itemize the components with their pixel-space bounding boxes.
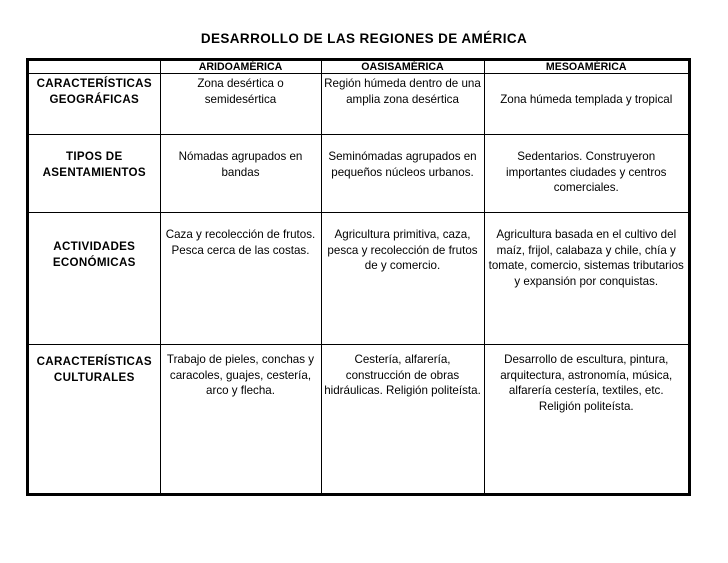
row-label-actividades-economicas: ACTIVIDADES ECONÓMICAS	[29, 213, 160, 345]
cell-geo-aridoamerica: Zona desértica o semidesértica	[160, 74, 321, 135]
cell-geo-oasisamerica: Región húmeda dentro de una amplia zona desértica	[321, 74, 484, 135]
table-row-caracteristicas-geograficas	[29, 74, 688, 135]
cell-geo-mesoamerica: Zona húmeda templada y tropical	[484, 74, 688, 135]
cell-cult-aridoamerica: Trabajo de pieles, conchas y caracoles, guajes, cestería, arco y flecha.	[160, 345, 321, 494]
cell-eco-aridoamerica: Caza y recolección de frutos. Pesca cerca de las costas.	[160, 213, 321, 345]
cell-asent-aridoamerica: Nómadas agrupados en bandas	[160, 135, 321, 213]
row-label-caracteristicas-culturales: CARACTERÍSTICAS CULTURALES	[29, 345, 160, 494]
cell-eco-mesoamerica: Agricultura basada en el cultivo del maíz, frijol, calabaza y chile, chía y tomate, comercio, sistemas tributarios y expansión por conquistas.	[484, 213, 688, 345]
cell-eco-oasisamerica: Agricultura primitiva, caza, pesca y recolección de frutos de y comercio.	[321, 213, 484, 345]
cell-cult-mesoamerica: Desarrollo de escultura, pintura, arquitectura, astronomía, música, alfarería cestería, textiles, etc. Religión politeísta.	[484, 345, 688, 494]
row-label-tipos-de-asentamientos: TIPOS DE ASENTAMIENTOS	[29, 135, 160, 213]
header-oasisamerica: OASISAMÉRICA	[321, 61, 484, 74]
header-mesoamerica: MESOAMÉRICA	[484, 61, 688, 74]
header-aridoamerica: ARIDOAMÉRICA	[160, 61, 321, 74]
cell-asent-oasisamerica: Seminómadas agrupados en pequeños núcleos urbanos.	[321, 135, 484, 213]
table-row-tipos-de-asentamientos	[29, 135, 688, 213]
cell-cult-oasisamerica: Cestería, alfarería, construcción de obras hidráulicas. Religión politeísta.	[321, 345, 484, 494]
header-row	[29, 61, 688, 74]
header-corner	[29, 61, 160, 74]
page-title: DESARROLLO DE LAS REGIONES DE AMÉRICA	[200, 31, 528, 46]
cell-asent-mesoamerica: Sedentarios. Construyeron importantes ciudades y centros comerciales.	[484, 135, 688, 213]
row-label-caracteristicas-geograficas: CARACTERÍSTICAS GEOGRÁFICAS	[29, 74, 160, 135]
regions-table	[29, 61, 688, 494]
regions-table-frame	[26, 58, 691, 496]
table-row-caracteristicas-culturales	[29, 345, 688, 494]
table-row-actividades-economicas	[29, 213, 688, 345]
